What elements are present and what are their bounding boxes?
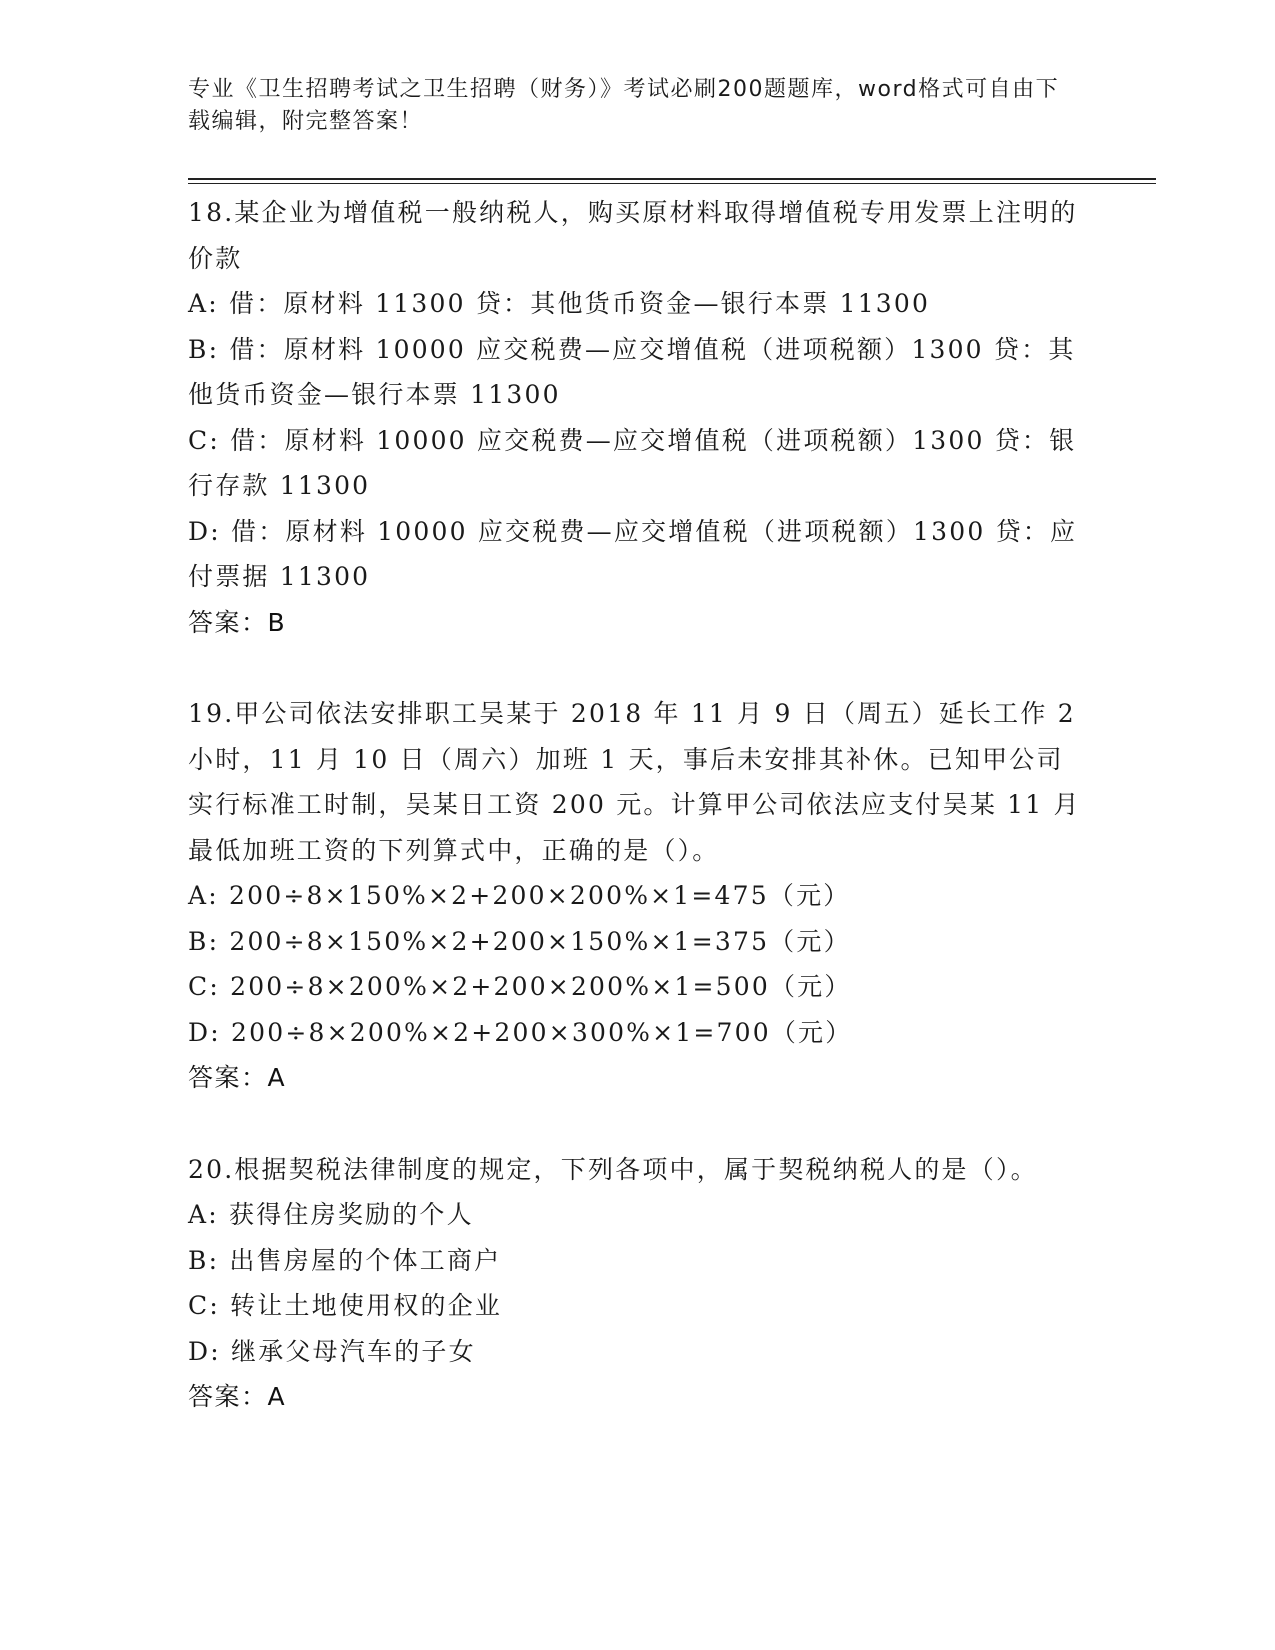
- header-divider-thin: [188, 183, 1156, 184]
- option-c: C: 借：原材料 10000 应交税费—应交增值税（进项税额）1300 贷：银行存款 11300: [188, 425, 1077, 500]
- option-c: C: 200÷8×200%×2+200×200%×1=500（元）: [188, 972, 852, 1001]
- question-stem: 18.某企业为增值税一般纳税人，购买原材料取得增值税专用发票上注明的价款: [188, 198, 1078, 273]
- document-header: 专业《卫生招聘考试之卫生招聘（财务）》考试必刷200题题库，word格式可自由下载编辑，附完整答案！: [188, 77, 1060, 134]
- option-b: B: 出售房屋的个体工商户: [188, 1245, 502, 1275]
- question-stem: 19.甲公司依法安排职工吴某于 2018 年 11 月 9 日（周五）延长工作 2 小时，11 月 10 日（周六）加班 1 天，事后未安排其补休。已知甲公司实行标准工时制，吴某日工资 200 元。计算甲公司依法应支付吴某 11 月最低加班工资的下列算式中，正确的是（）。: [188, 699, 1081, 865]
- option-d: D: 200÷8×200%×2+200×300%×1=700（元）: [188, 1017, 853, 1047]
- answer: 答案：A: [188, 1063, 287, 1092]
- answer: 答案：B: [188, 607, 287, 637]
- question-18: [188, 190, 1088, 645]
- option-a: A: 借：原材料 11300 贷：其他货币资金—银行本票 11300: [188, 289, 931, 318]
- question-20: [188, 1147, 1088, 1420]
- question-list: [188, 190, 1088, 1466]
- header-divider-thick: [188, 178, 1156, 180]
- option-b: B: 借：原材料 10000 应交税费—应交增值税（进项税额）1300 贷：其他货币资金—银行本票 11300: [188, 334, 1076, 409]
- question-stem: 20.根据契税法律制度的规定，下列各项中，属于契税纳税人的是（）。: [188, 1154, 1038, 1184]
- option-b: B: 200÷8×150%×2+200×150%×1=375（元）: [188, 926, 851, 956]
- answer: 答案：A: [188, 1382, 287, 1411]
- option-d: D: 借：原材料 10000 应交税费—应交增值税（进项税额）1300 贷：应付票据 11300: [188, 516, 1078, 591]
- option-c: C: 转让土地使用权的企业: [188, 1291, 503, 1320]
- option-d: D: 继承父母汽车的子女: [188, 1336, 476, 1366]
- option-a: A: 200÷8×150%×2+200×200%×1=475（元）: [188, 881, 851, 910]
- question-19: [188, 691, 1088, 1101]
- option-a: A: 获得住房奖励的个人: [188, 1200, 474, 1229]
